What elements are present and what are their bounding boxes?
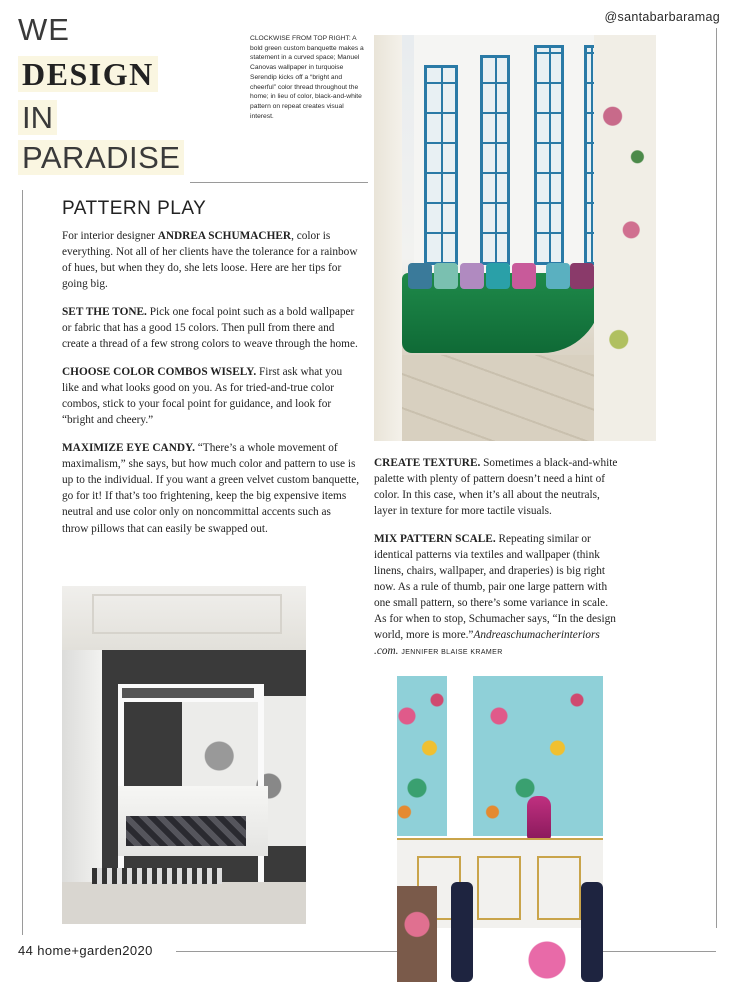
section-label-paradise: PARADISE (18, 140, 184, 175)
author-credit: JENNIFER BLAISE KRAMER (401, 649, 503, 657)
left-rule (22, 190, 23, 935)
section-label-we: WE (18, 12, 70, 47)
floral-curtain (594, 35, 656, 441)
window (480, 55, 510, 265)
article-body-left (62, 228, 360, 549)
bird-wallpaper-photo (397, 676, 603, 982)
window (424, 65, 458, 265)
section-label-design: DESIGN (18, 56, 158, 92)
green-banquette-photo (374, 35, 656, 441)
rug (62, 882, 306, 924)
intro-paragraph: For interior designer ANDREA SCHUMACHER, color is everything. Not all of her clients have the tolerance for a rainbow of hues, but when they do, she lets loose. Here are her tips for going big. (62, 230, 358, 291)
article-title: PATTERN PLAY (62, 198, 207, 219)
tip-paragraph: CHOOSE COLOR COMBOS WISELY. First ask what you like and what looks good on you. As for tried-and-true color combos, stick to your focal point for guidance, and look for “bright and cheery.” (62, 366, 343, 427)
pillow (408, 263, 432, 289)
pillow (570, 263, 594, 289)
navy-chair (451, 882, 473, 982)
tip-paragraph: SET THE TONE. Pick one focal point such as a bold wallpaper or fabric that has a good 15 colors. Then pull from there and create a thread of a few strong colors to weave through the home. (62, 306, 358, 351)
window (534, 45, 564, 265)
sideboard-door (477, 856, 521, 920)
pillow (486, 263, 510, 289)
photo-caption: CLOCKWISE FROM TOP RIGHT: A bold green custom banquette makes a statement in a curved space; Manuel Canovas wallpaper in turquoise Serendip kicks off a “bright and cheerful” color thread throughout the home; in lieu of color, black-and-white pattern on repeat creates visual interest. (250, 35, 364, 120)
pillow (460, 263, 484, 289)
page-number: 44 (18, 943, 34, 958)
page-footer (18, 943, 153, 958)
right-rule (716, 28, 717, 928)
bench (92, 868, 222, 884)
section-label-in: IN (18, 100, 57, 135)
pillow (434, 263, 458, 289)
pillow (512, 263, 536, 289)
tip-paragraph: CREATE TEXTURE. Sometimes a black-and-white palette with plenty of pattern doesn’t need a hint of color. In this case, when it’s all about the neutrals, layer in texture for more tactile visuals. (374, 457, 618, 518)
designer-url: Andreaschumacherinteriors .com. (374, 629, 600, 658)
navy-chair (581, 882, 603, 982)
wallpaper-panel (397, 676, 447, 836)
pink-vase (527, 796, 551, 840)
patterned-throw (126, 816, 246, 846)
curtain (374, 35, 402, 441)
flower-arrangement (397, 886, 437, 982)
tip-paragraph: MIX PATTERN SCALE. Repeating similar or identical patterns via textiles and wallpaper (think linens, chairs, wallpaper, and draperies) is big right now. As a rule of thumb, pair one large pattern with one small pattern, so there’s some variance in scale. As for when to stop, Schumacher says, “In the design world, more is more.”Andreaschumacherinteriors .com. JENNIFER BLAISE KRAMER (374, 533, 616, 658)
tip-paragraph: MAXIMIZE EYE CANDY. “There’s a whole movement of maximalism,” she says, but how much color and pattern to use is up to the individual. If you want a green velvet custom banquette, go for it! If that’s too frightening, keep the big expensive items neutral and use color only on noncommittal accents such as throw pillows that can easily be swapped out. (62, 442, 360, 535)
instagram-handle: @santabarbaramag (604, 10, 720, 24)
article-body-right (374, 455, 622, 671)
bed-canopy (118, 684, 258, 702)
pillow (546, 263, 570, 289)
stone-floor (402, 355, 602, 441)
publication-name: home+garden2020 (37, 943, 153, 958)
sideboard-door (537, 856, 581, 920)
flower-arrangement (517, 938, 577, 982)
top-rule (190, 182, 368, 183)
designer-name: ANDREA SCHUMACHER (157, 230, 292, 242)
section-label (18, 10, 193, 175)
canopy-bed-photo (62, 586, 306, 924)
